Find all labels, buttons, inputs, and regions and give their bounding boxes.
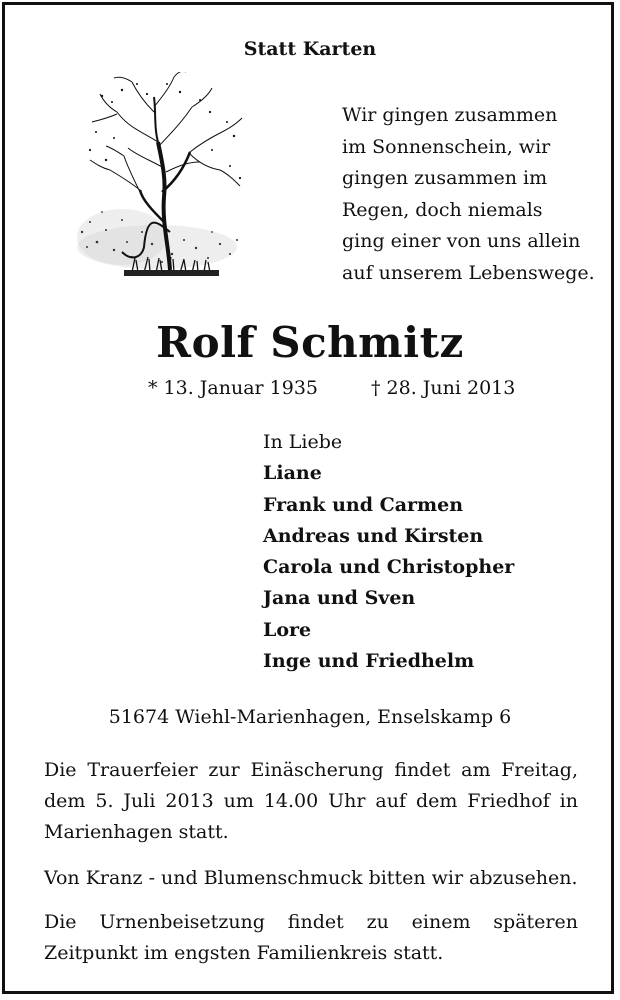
poem	[342, 100, 595, 289]
poem-line: gingen zusammen im	[342, 167, 548, 189]
birth-date: * 13. Januar 1935	[148, 377, 319, 399]
flowers-paragraph: Von Kranz - und Blumenschmuck bitten wir abzusehen.	[44, 867, 578, 889]
urn-burial-paragraph: Die Urnenbeisetzung findet zu einem späteren Zeitpunkt im engsten Familienkreis statt.	[44, 911, 578, 964]
family-intro: In Liebe	[263, 431, 343, 453]
family-address: 51674 Wiehl-Marienhagen, Enselskamp 6	[108, 706, 512, 728]
poem-line: Wir gingen zusammen	[342, 104, 558, 126]
family-member: Andreas und Kirsten	[263, 524, 484, 547]
poem-line: ging einer von uns allein	[342, 230, 581, 252]
family-member: Frank und Carmen	[263, 493, 464, 516]
funeral-service-paragraph: Die Trauerfeier zur Einäscherung findet am Freitag, dem 5. Juli 2013 um 14.00 Uhr auf dem Friedhof in Marienhagen statt.	[44, 759, 578, 843]
deceased-name: Rolf Schmitz	[156, 318, 464, 367]
poem-line: im Sonnenschein, wir	[342, 135, 551, 158]
family-list	[263, 427, 514, 677]
header-statt-karten: Statt Karten	[243, 38, 377, 60]
family-member: Jana und Sven	[263, 587, 416, 610]
bare-tree-icon	[62, 72, 272, 302]
family-member: Lore	[263, 618, 312, 641]
family-member: Liane	[263, 462, 322, 485]
family-member: Carola und Christopher	[263, 556, 515, 579]
poem-line: Regen, doch niemals	[342, 198, 543, 221]
death-date: † 28. Juni 2013	[371, 377, 516, 399]
poem-line: auf unserem Lebenswege.	[342, 261, 595, 284]
family-member: Inge und Friedhelm	[263, 650, 475, 673]
